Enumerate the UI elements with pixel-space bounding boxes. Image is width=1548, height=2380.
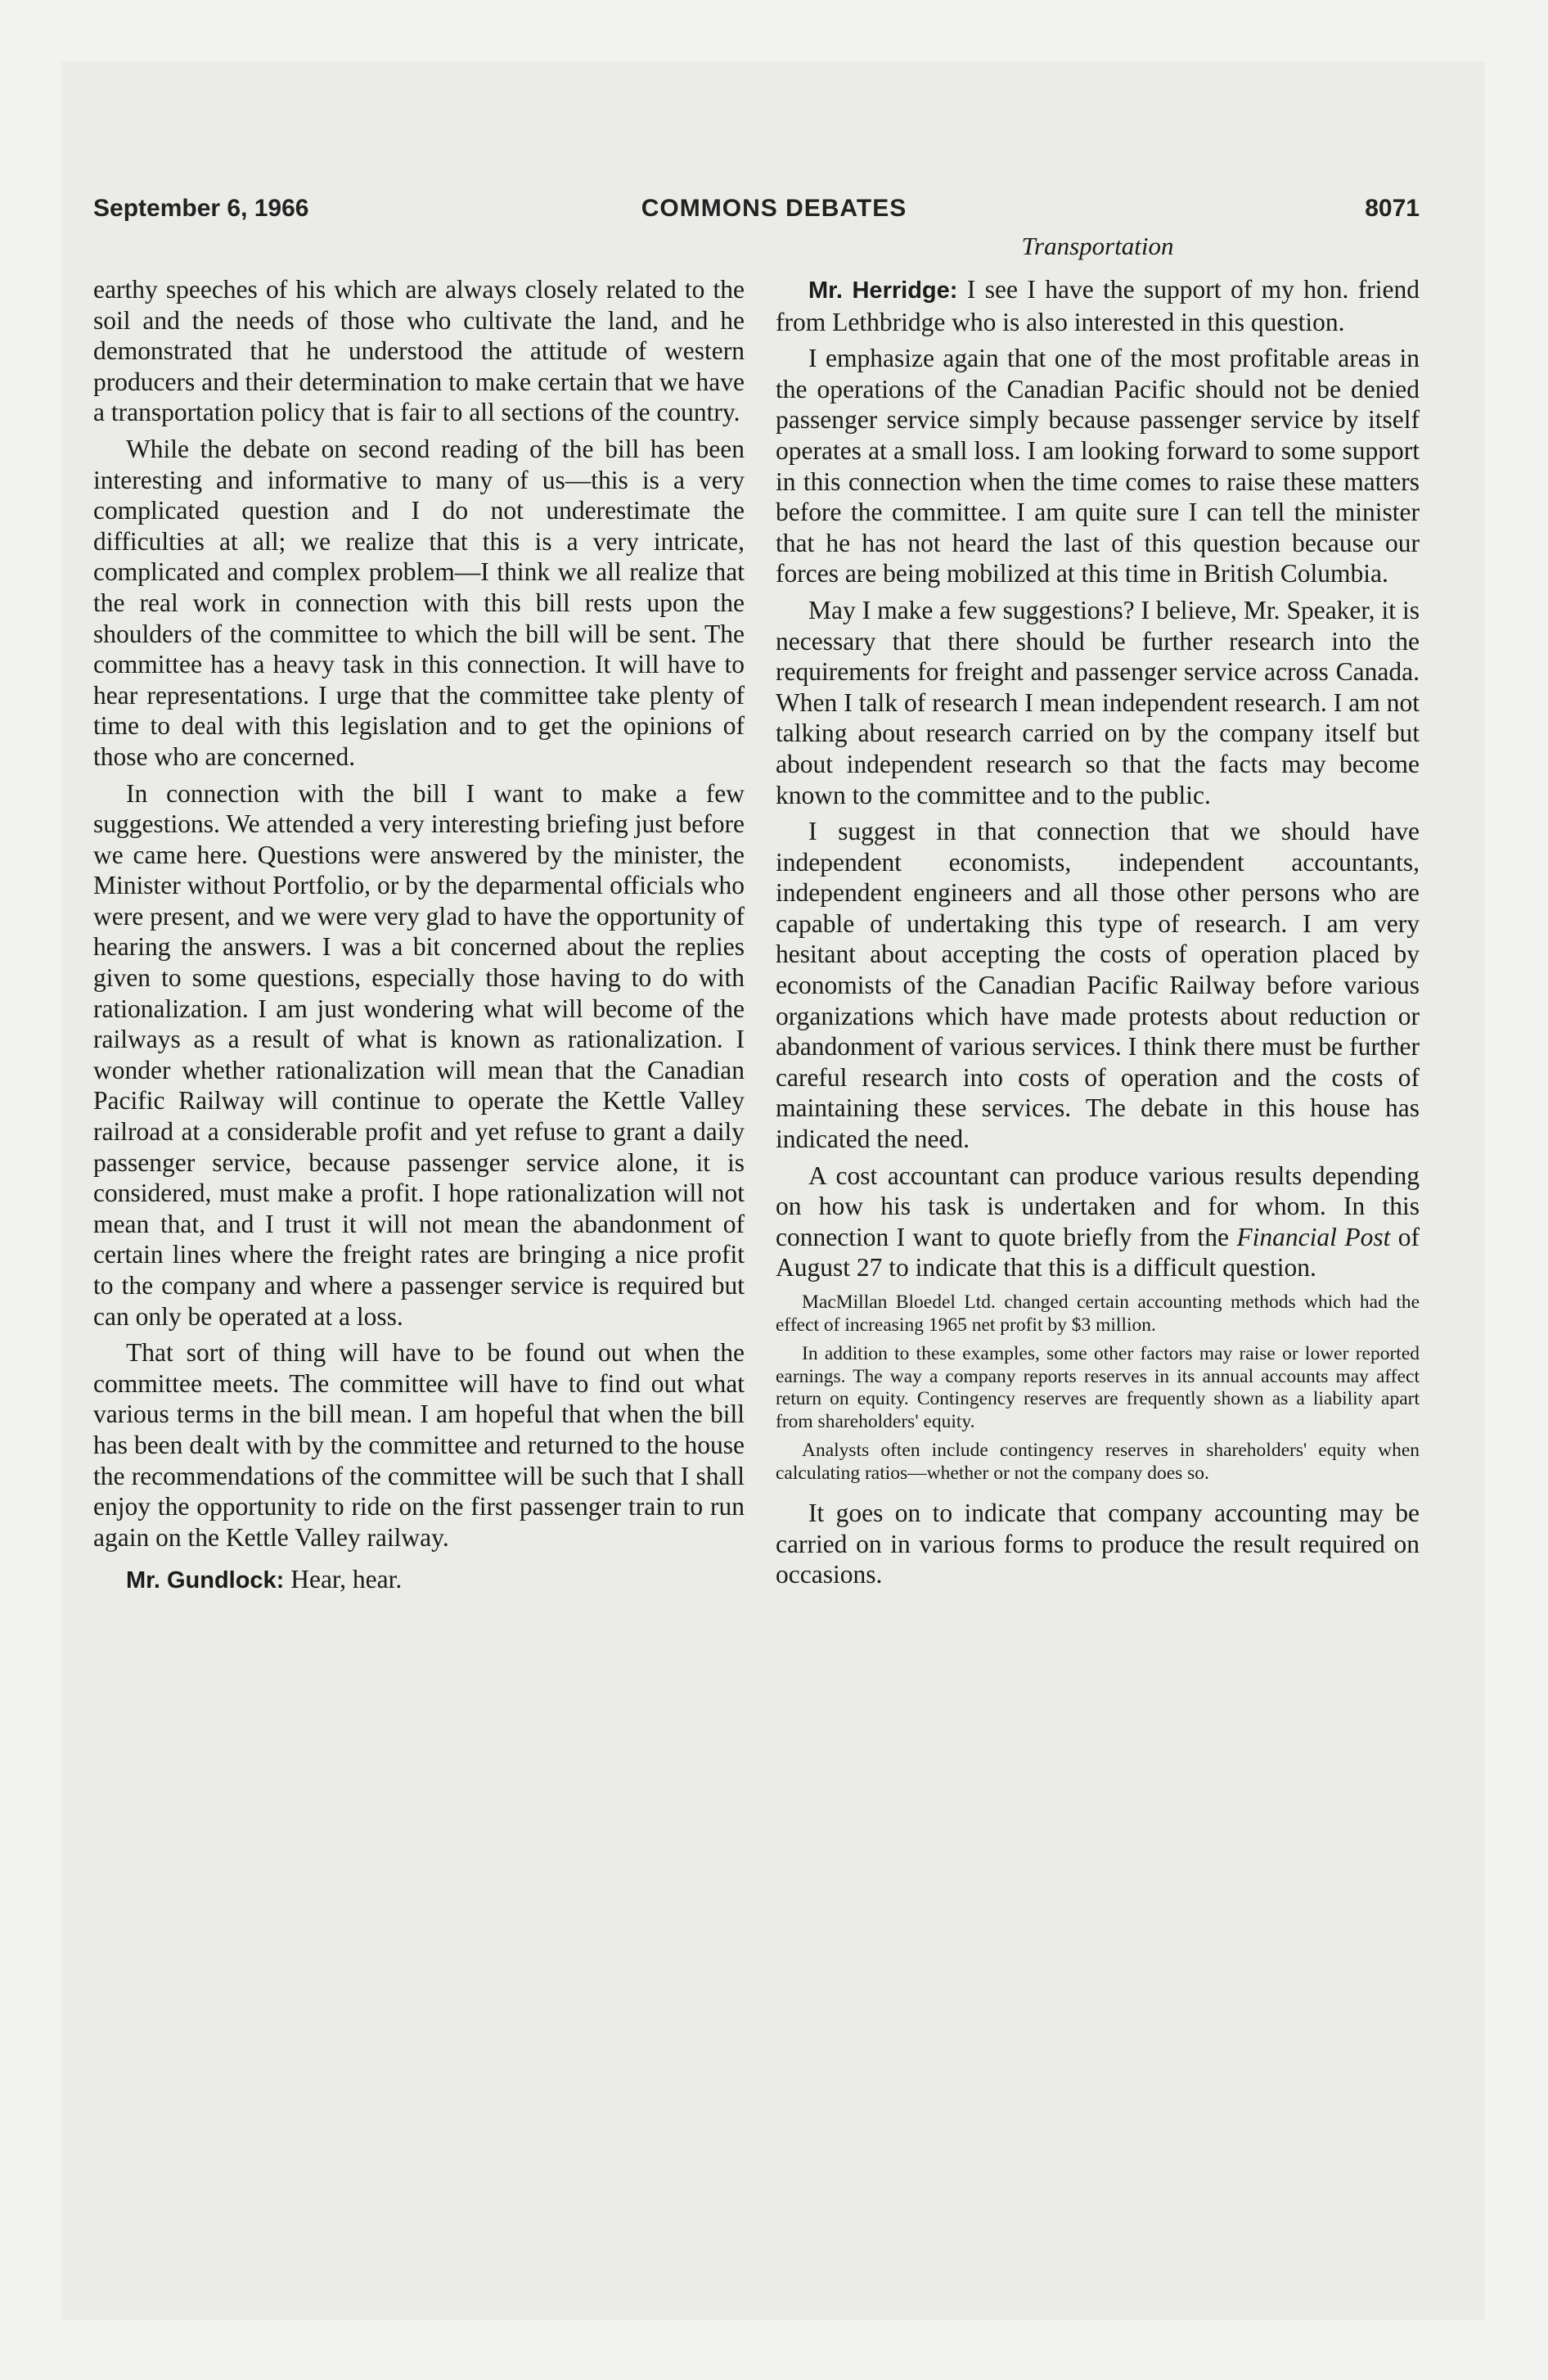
paragraph-quote-intro [776,1161,1420,1283]
speaker-name: Mr. Gundlock: [126,1567,285,1594]
section-heading: Transportation [1021,232,1174,260]
interjection-text: Hear, hear. [290,1565,403,1594]
paragraph: That sort of thing will have to be found out when the committee meets. The committee will have to find out what various terms in the bill mean. I am hopeful that when the bill has been dealt with by the committee and returned to the house the recommendations of the committee will be such that I shall enjoy the opportunity to ride on the first passenger train to run again on the Kettle Valley railway. [93,1338,745,1552]
paragraph: I emphasize again that one of the most profitable areas in the operations of the Canadian Pacific should not be denied passenger service simply because passenger service by itself operates at a small loss. I am looking forward to some support in this connection when the time comes to raise these matters before the committee. I am quite sure I can tell the minister that he has not heard the last of this question because our forces are being mobilized at this time in British Columbia. [776,344,1420,588]
publication-title: Financial Post [1236,1222,1391,1251]
header-page-number: 8071 [1365,195,1420,222]
right-column [776,274,1420,1590]
quotation: MacMillan Bloedel Ltd. changed certain accounting methods which had the effect of increasing 1965 net profit by $3 million. [776,1291,1420,1336]
left-column [93,274,745,1597]
paragraph: In connection with the bill I want to make a few suggestions. We attended a very interesting briefing just before we came here. Questions were answered by the minister, the Minister without Portfolio, or by the deparmental officials who were present, and we were very glad to have the opportunity of hearing the answers. I was a bit concerned about the replies given to some questions, especially those having to do with rationalization. I am just wondering what will become of the railways as a result of what is known as rationalization. I wonder whether rationalization will mean that the Canadian Pacific Railway will continue to operate the Kettle Valley railroad at a considerable profit and yet refuse to grant a daily passenger service, because passenger service alone, it is considered, must make a profit. I hope rationalization will not mean that, and I trust it will not mean the abandonment of certain lines where the freight rates are bringing a nice profit to the company and where a passenger service is required but can only be operated at a loss. [93,778,745,1331]
speaker-text: I see I have the support of my hon. friend from Lethbridge who is also interested in this question. [776,275,1420,336]
quote-intro-after: of August 27 to indicate that this is a difficult question. [776,1222,1420,1282]
paragraph: It goes on to indicate that company accounting may be carried on in various forms to produce the result required on occasions. [776,1499,1420,1589]
header-date: September 6, 1966 [93,195,309,222]
quote-intro-before: A cost accountant can produce various results depending on how his task is undertaken and for whom. In this connection I want to quote briefly from the [776,1161,1420,1251]
interjection [93,1564,745,1597]
paragraph: May I make a few suggestions? I believe, Mr. Speaker, it is necessary that there should be further research into the requirements for freight and passenger service across Canada. When I talk of research I mean independent research. I am not talking about research carried on by the company itself but about independent research so that the facts may become known to the committee and to the public. [776,595,1420,809]
paragraph: earthy speeches of his which are always closely related to the soil and the needs of those who cultivate the land, and he demonstrated that he understood the attitude of western producers and their determination to make certain that we have a transportation policy that is fair to all sections of the country. [93,275,745,427]
speaker-paragraph [776,274,1420,337]
paragraph: I suggest in that connection that we should have independent economists, independent accountants, independent engineers and all those other persons who are capable of undertaking this type of research. I am very hesitant about accepting the costs of operation placed by economists of the Canadian Pacific Railway before various organizations which have made protests about reduction or abandonment of various services. I think there must be further careful research into costs of operation and the costs of maintaining these services. The debate in this house has indicated the need. [776,817,1420,1154]
quotation: In addition to these examples, some other factors may raise or lower reported earnings. The way a company reports reserves in its annual accounts may affect return on equity. Contingency reserves are frequently shown as a liability apart from shareholders' equity. [776,1343,1420,1432]
speaker-name: Mr. Herridge: [808,277,958,304]
paragraph: While the debate on second reading of the bill has been interesting and informative to many of us—this is a very complicated question and I do not underestimate the difficulties at all; we realize that this is a very intricate, complicated and complex problem—I think we all realize that the real work in connection with this bill rests upon the shoulders of the committee to which the bill will be sent. The committee has a heavy task in this connection. It will have to hear representations. I urge that the committee take plenty of time to deal with this legislation and to get the opinions of those who are concerned. [93,434,745,771]
header-title: COMMONS DEBATES [641,195,907,222]
quotation: Analysts often include contingency reserves in shareholders' equity when calculating ratios—whether or not the company does so. [776,1440,1420,1484]
